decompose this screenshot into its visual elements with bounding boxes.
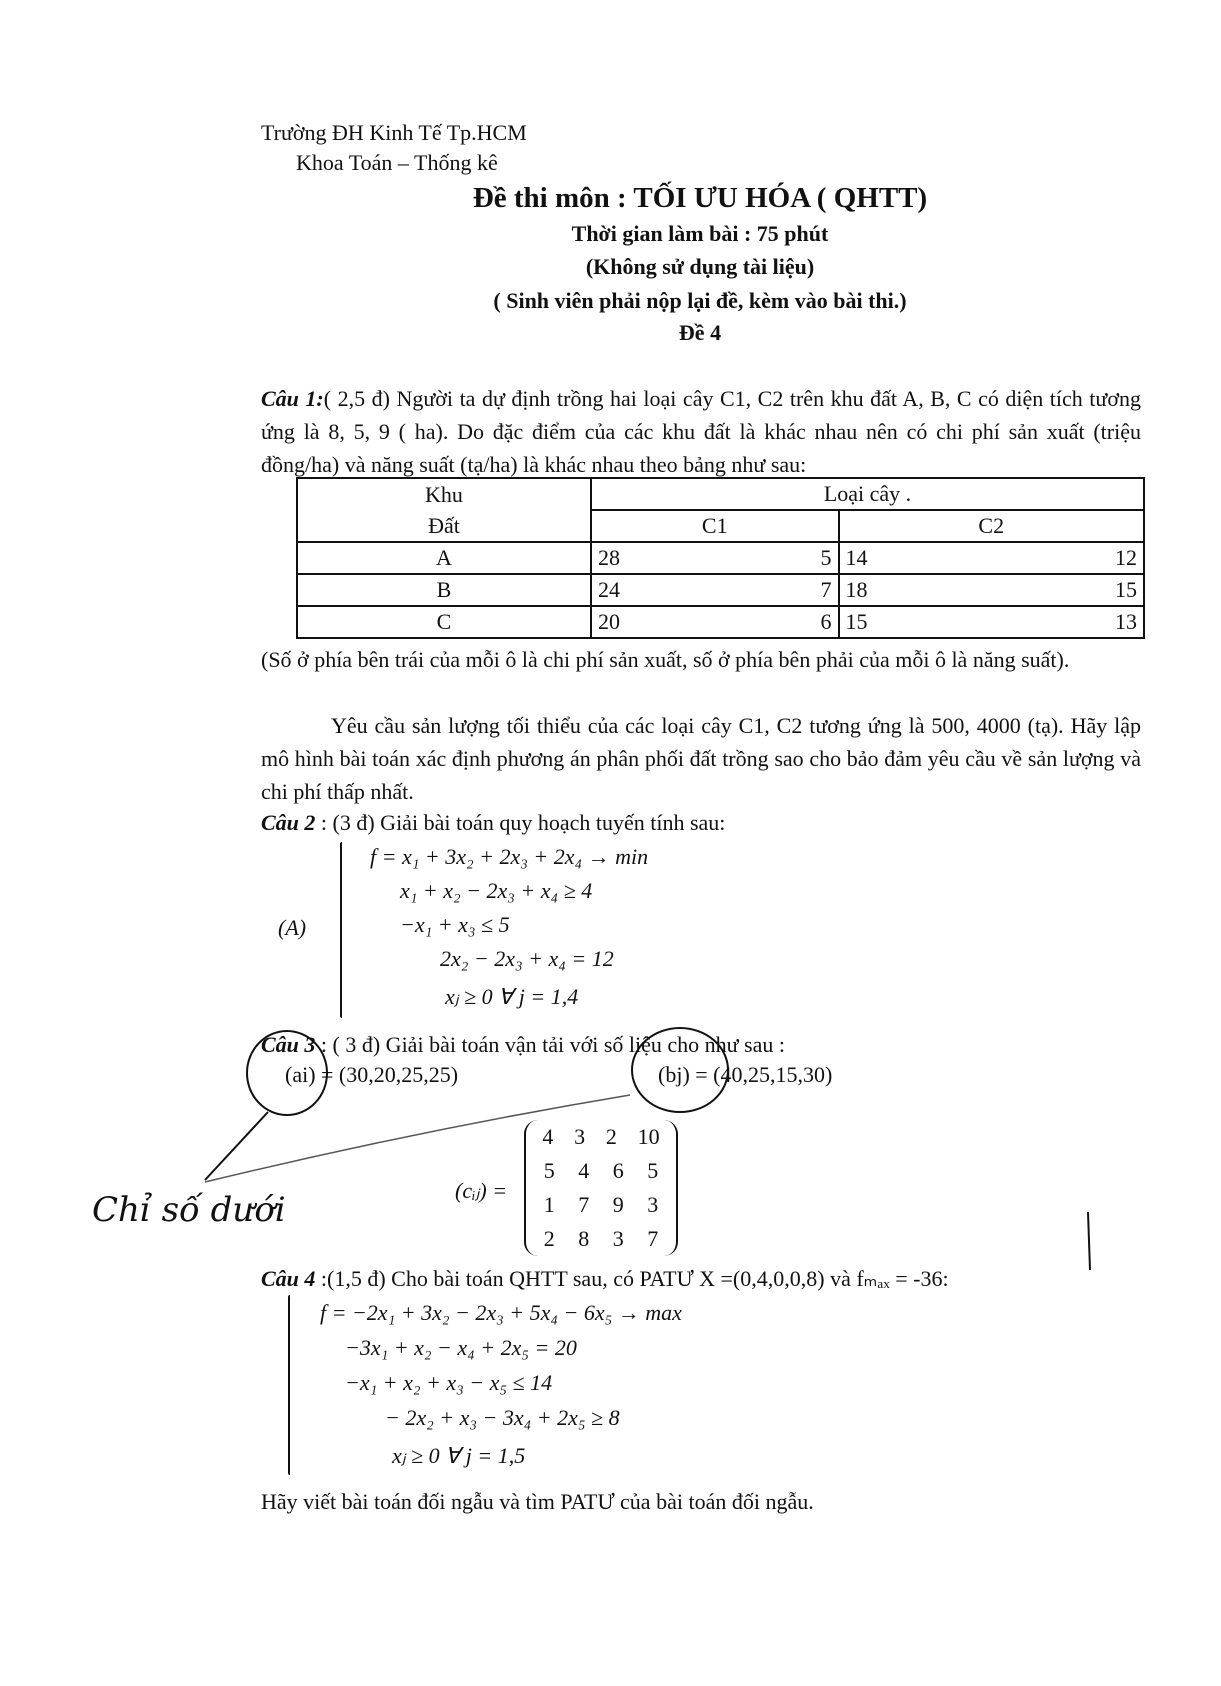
- question-4-label: Câu 4: [261, 1266, 316, 1291]
- question-2-label: Câu 2: [261, 810, 316, 835]
- cost: 14: [845, 545, 868, 570]
- row-label: B: [297, 574, 591, 606]
- question-4-text: [261, 1262, 1161, 1295]
- supply-vector: (ai) = (30,20,25,25): [285, 1062, 459, 1087]
- cost: 20: [598, 609, 620, 634]
- exam-time: Thời gian làm bài : 75 phút: [571, 221, 829, 246]
- matrix-cell: 5: [543, 1158, 555, 1183]
- yield: 5: [820, 545, 832, 570]
- system-brace: [288, 1295, 290, 1475]
- yield: 15: [1115, 577, 1137, 602]
- row-label: C: [297, 606, 591, 638]
- matrix-cell: 3: [647, 1192, 659, 1217]
- header-loai-cay: Loại cây .: [591, 478, 1144, 510]
- question-4-closing: Hãy viết bài toán đối ngẫu và tìm PATƯ của bài toán đối ngẫu.: [261, 1489, 814, 1514]
- constraint: −x₁ + x₂ + x₃ − x₅ ≤ 14: [345, 1370, 553, 1395]
- matrix-cell: 4: [578, 1158, 590, 1183]
- matrix-cell: 7: [578, 1192, 590, 1217]
- matrix-cell: 2: [543, 1226, 555, 1251]
- exam-note-1: (Không sử dụng tài liệu): [585, 254, 815, 279]
- matrix-cell: 5: [647, 1158, 659, 1183]
- cost: 18: [845, 577, 868, 602]
- matrix-cell: 4: [542, 1124, 554, 1149]
- constraint: −x₁ + x₃ ≤ 5: [400, 912, 510, 937]
- question-1-request: Yêu cầu sản lượng tối thiểu của các loại cây C1, C2 tương ứng là 500, 4000 (tạ). Hãy lập mô hình bài toán xác định phương án phân phối đất trồng sao cho bảo đảm yêu cầu về sản lượng và chi phí thấp nhất.: [261, 713, 1141, 804]
- table-note: (Số ở phía bên trái của mỗi ô là chi phí sản xuất, số ở phía bên phải của mỗi ô là năng suất).: [261, 647, 1070, 672]
- objective: f = −2x₁ + 3x₂ − 2x₃ + 5x₄ − 6x₅ → max: [320, 1300, 682, 1325]
- matrix-cell: 9: [612, 1192, 624, 1217]
- cost: 15: [845, 609, 868, 634]
- header-c1: C1: [591, 510, 839, 542]
- school-name: Trường ĐH Kinh Tế Tp.HCM: [261, 120, 527, 145]
- yield: 12: [1115, 545, 1137, 570]
- matrix-cell: 7: [647, 1226, 659, 1251]
- matrix-cell: 3: [574, 1124, 586, 1149]
- handwritten-note: Chỉ số dưới: [92, 1190, 286, 1230]
- matrix-cell: 1: [543, 1192, 555, 1217]
- header-khu: Khu: [297, 478, 591, 510]
- header-dat: Đất: [297, 510, 591, 542]
- exam-number: Đề 4: [678, 320, 722, 345]
- matrix-cell: 3: [612, 1226, 624, 1251]
- constraint: − 2x₂ + x₃ − 3x₄ + 2x₅ ≥ 8: [385, 1405, 620, 1430]
- faculty-name: Khoa Toán – Thống kê: [296, 150, 498, 175]
- cost-matrix-label: (cᵢⱼ) =: [455, 1178, 508, 1203]
- cost: 24: [598, 577, 620, 602]
- matrix-cell: 8: [578, 1226, 590, 1251]
- yield: 7: [820, 577, 832, 602]
- demand-vector: (bj) = (40,25,15,30): [658, 1062, 833, 1087]
- nonnegativity: xⱼ ≥ 0 ∀ j = 1,4: [445, 984, 579, 1009]
- constraint: x₁ + x₂ − 2x₃ + x₄ ≥ 4: [400, 878, 593, 903]
- row-label: A: [297, 542, 591, 574]
- question-3-label: Câu 3: [261, 1032, 316, 1057]
- cost: 28: [598, 545, 620, 570]
- yield: 6: [820, 609, 832, 634]
- objective: f = x₁ + 3x₂ + 2x₃ + 2x₄ → min: [370, 844, 649, 869]
- matrix-cell: 10: [637, 1124, 660, 1149]
- nonnegativity: xⱼ ≥ 0 ∀ j = 1,5: [392, 1443, 526, 1468]
- exam-note-2: ( Sinh viên phải nộp lại đề, kèm vào bài thi.): [493, 288, 907, 313]
- matrix-cell: 6: [612, 1158, 624, 1183]
- question-1-body: ( 2,5 đ) Người ta dự định trồng hai loại cây C1, C2 trên khu đất A, B, C có diện tích tương ứng là 8, 5, 9 ( ha). Do đặc điểm của các khu đất là khác nhau nên có chi phí sản xuất (triệu đồng/ha) và năng suất (tạ/ha) là khác nhau theo bảng như sau:: [261, 386, 1141, 477]
- exam-title: Đề thi môn : TỐI ƯU HÓA ( QHTT): [472, 182, 928, 214]
- system-name: (A): [278, 915, 307, 940]
- question-2-body: : (3 đ) Giải bài toán quy hoạch tuyến tính sau:: [320, 810, 726, 835]
- question-1-label: Câu 1:: [261, 386, 324, 411]
- question-4-body: :(1,5 đ) Cho bài toán QHTT sau, có PATƯ X =(0,4,0,0,8) và fₘₐₓ = -36:: [320, 1266, 949, 1291]
- matrix-cell: 2: [605, 1124, 617, 1149]
- yield: 13: [1115, 609, 1137, 634]
- constraint: 2x₂ − 2x₃ + x₄ = 12: [440, 946, 614, 971]
- question-3-body: : ( 3 đ) Giải bài toán vận tải với số liệu cho như sau :: [320, 1032, 785, 1057]
- constraint: −3x₁ + x₂ − x₄ + 2x₅ = 20: [345, 1335, 577, 1360]
- header-c2: C2: [839, 510, 1144, 542]
